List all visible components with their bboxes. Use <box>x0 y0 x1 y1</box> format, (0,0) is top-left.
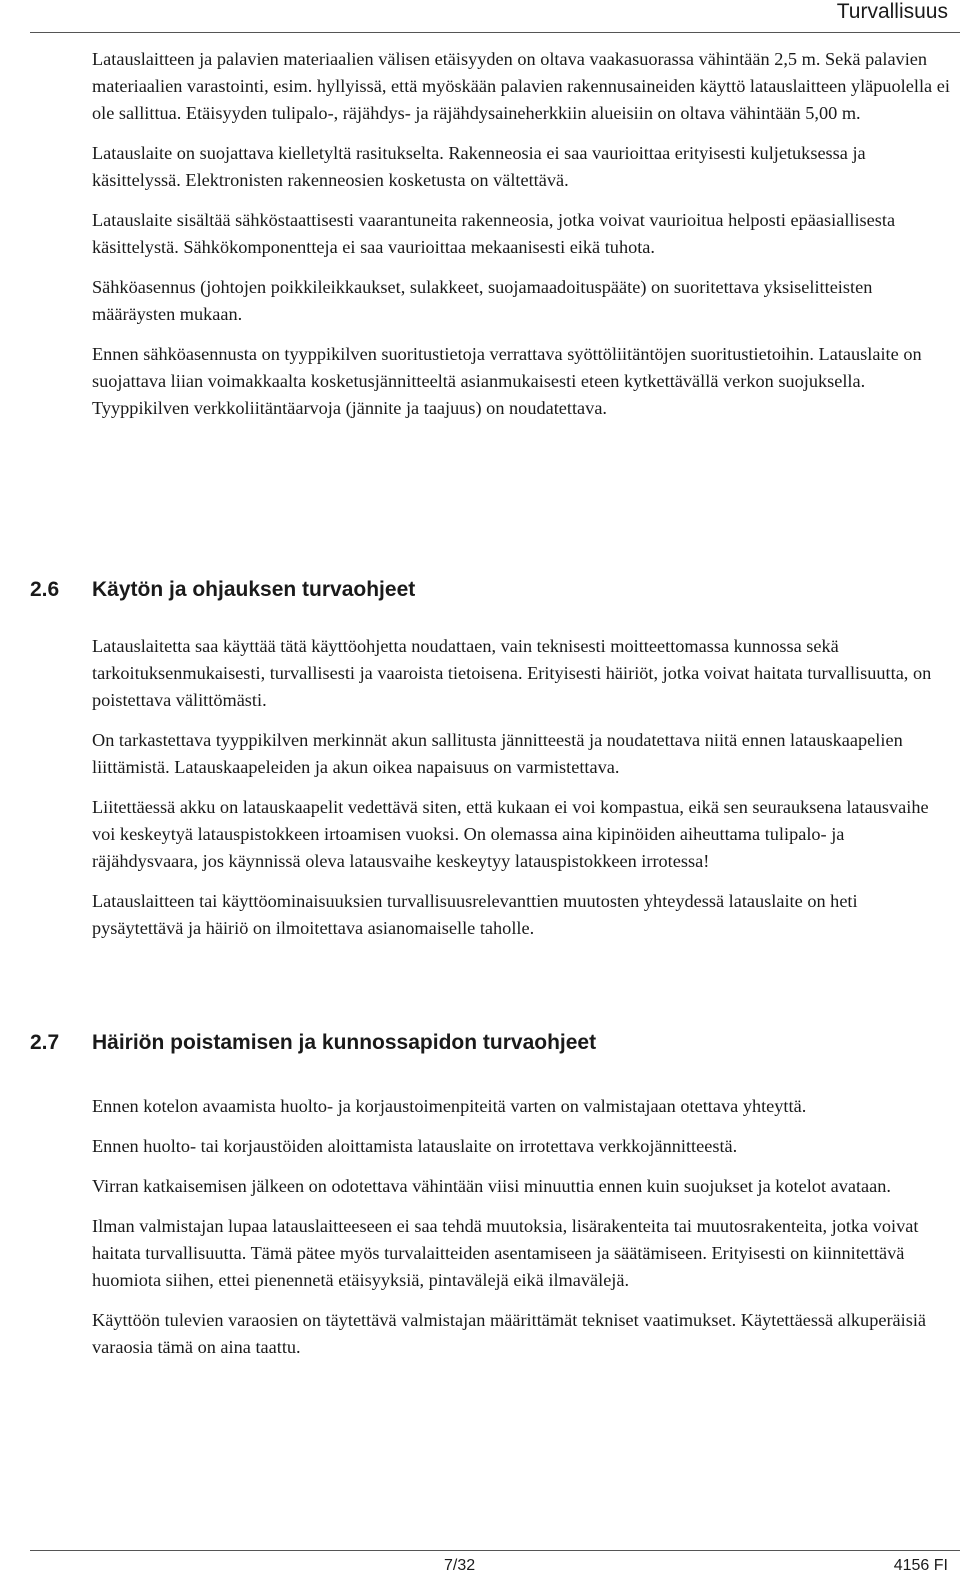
paragraph: Ilman valmistajan lupaa latauslaitteeseen ei saa tehdä muutoksia, lisärakenteita tai muutosrakenteita, jotka voivat haitata turvallisuutta. Tämä pätee myös turvalaitteiden asentamiseen ja säätämiseen. Erityisesti on kiinnitettävä huomiota siihen, ettei pienennetä etäisyyksiä, pintavälejä eikä ilmavälejä. <box>92 1216 919 1290</box>
section-2-6-body <box>92 633 952 955</box>
header-rule <box>30 32 960 33</box>
page-number: 7/32 <box>444 1557 476 1574</box>
paragraph: On tarkastettava tyyppikilven merkinnät akun sallitusta jännitteestä ja noudatettava niitä ennen latauskaapelien liittämistä. Latauskaapeleiden ja akun oikea napaisuus on varmistettava. <box>92 730 903 777</box>
paragraph: Liitettäessä akku on latauskaapelit vedettävä siten, että kukaan ei voi kompastua, eikä sen seurauksena latausvaihe voi keskeytyä latauspistokkeen irtoamisen vuoksi. On olemassa aina kipinöiden aiheuttama tulipalo- ja räjähdysvaara, jos käynnissä oleva latausvaihe keskeytyy latauspistokkeen irrotessa! <box>92 797 929 871</box>
paragraph: Ennen huolto- tai korjaustöiden aloittamista latauslaite on irrotettava verkkojännitteestä. <box>92 1136 738 1156</box>
paragraph: Käyttöön tulevien varaosien on täytettävä valmistajan määrittämät tekniset vaatimukset. Käytettäessä alkuperäisiä varaosia tämä on aina taattu. <box>92 1310 927 1357</box>
paragraph: Ennen kotelon avaamista huolto- ja korjaustoimenpiteitä varten on valmistajaan otettava yhteyttä. <box>92 1096 807 1116</box>
paragraph: Latauslaite sisältää sähköstaattisesti vaarantuneita rakenneosia, jotka voivat vaurioitua helposti epäasiallisesta käsittelystä. Sähkökomponentteja ei saa vaurioittaa mekaanisesti eikä tuhota. <box>92 210 896 257</box>
paragraph: Ennen sähköasennusta on tyyppikilven suoritustietoja verrattava syöttöliitäntöjen suoritustietoihin. Latauslaite on suojattava liian voimakkaalta kosketusjännitteeltä asianmukaisesti eteen kytkettävällä verkon suojuksella. Tyyppikilven verkkoliitäntäarvoja (jännite ja taajuus) on noudatettava. <box>92 344 922 418</box>
document-id: 4156 FI <box>893 1557 948 1574</box>
paragraph: Latauslaitteen ja palavien materiaalien välisen etäisyyden on oltava vaakasuorassa vähintään 2,5 m. Sekä palavien materiaalien varastointi, esim. hyllyissä, että myöskään palavien rakennusaineiden käyttö latauslaitteen yläpuolella ei ole sallittua. Etäisyyden tulipalo-, räjähdys- ja räjähdysaineherkkiin alueisiin on oltava vähintään 5,00 m. <box>92 49 950 123</box>
header-section-title: Turvallisuus <box>836 0 948 23</box>
section-2-7-body <box>92 1093 952 1374</box>
section-number: 2.6 <box>30 578 60 601</box>
paragraph: Latauslaitetta saa käyttää tätä käyttöohjetta noudattaen, vain teknisesti moitteettomassa kunnossa sekä tarkoituksenmukaisesti, turvallisesti ja vaaroista tietoisena. Erityisesti häiriöt, jotka voivat haitata turvallisuutta, on poistettava välittömästi. <box>92 636 932 710</box>
paragraph: Virran katkaisemisen jälkeen on odotettava vähintään viisi minuuttia ennen kuin suojukset ja kotelot avataan. <box>92 1176 891 1196</box>
section-number: 2.7 <box>30 1031 60 1054</box>
paragraph: Sähköasennus (johtojen poikkileikkaukset, sulakkeet, suojamaadoituspääte) on suoritettava yksiselitteisten määräysten mukaan. <box>92 277 873 324</box>
section-title: Häiriön poistamisen ja kunnossapidon turvaohjeet <box>92 1031 597 1054</box>
footer-rule <box>30 1550 960 1551</box>
section-previous-body <box>92 46 952 435</box>
paragraph: Latauslaite on suojattava kielletyltä rasitukselta. Rakenneosia ei saa vaurioittaa erityisesti kuljetuksessa ja käsittelyssä. Elektronisten rakenneosien kosketusta on vältettävä. <box>92 143 866 190</box>
paragraph: Latauslaitteen tai käyttöominaisuuksien turvallisuusrelevanttien muutosten yhteydessä latauslaite on heti pysäytettävä ja häiriö on ilmoitettava asianomaiselle taholle. <box>92 891 858 938</box>
section-title: Käytön ja ohjauksen turvaohjeet <box>92 578 416 601</box>
